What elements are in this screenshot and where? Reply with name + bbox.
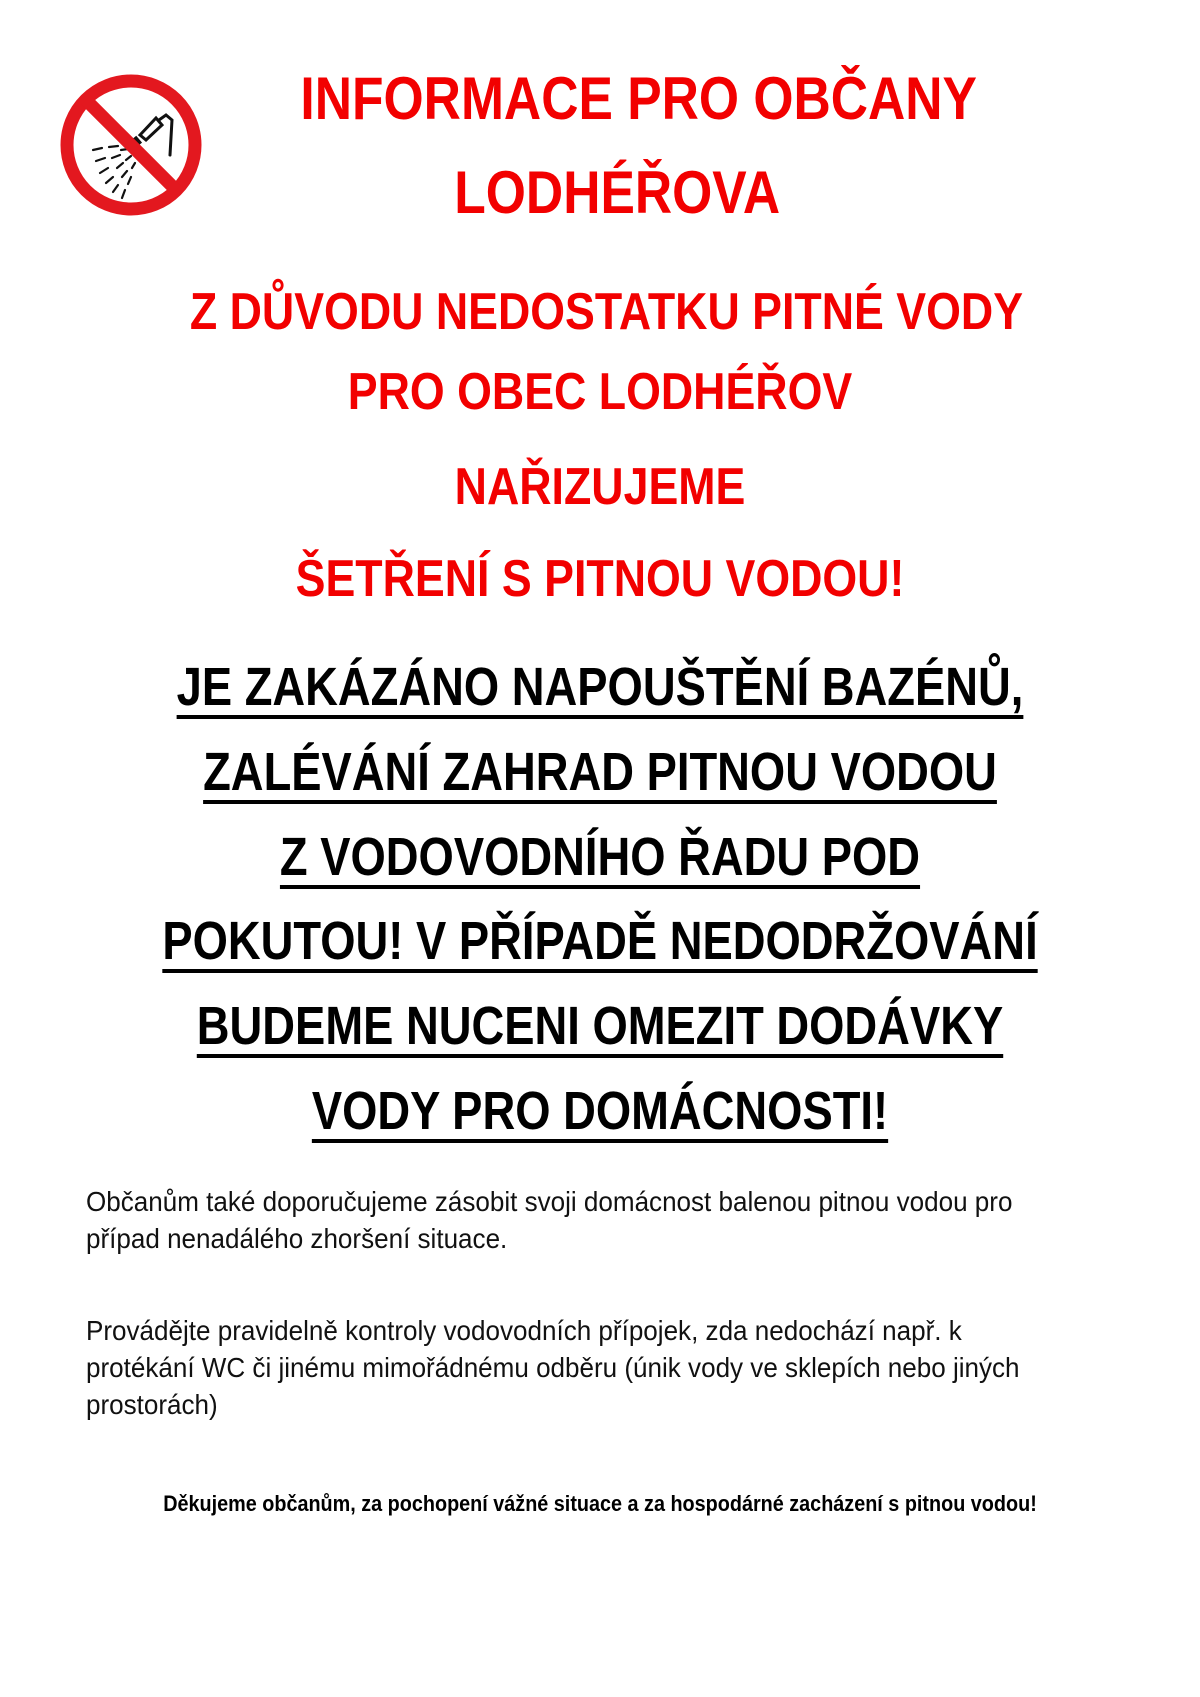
inspection-paragraph: Provádějte pravidelně kontroly vodovodních přípojek, zda nedochází např. k protékání WC či jinému mimořádnému odběru (únik vody ve sklepích nebo jiných prostorách) [86,1315,1020,1420]
title-line-1: INFORMACE PRO OBČANY [300,65,977,132]
prohibition-text-3: Z VODOVODNÍHO ŘADU POD [279,827,921,887]
prohibition-line-4 [96,910,1104,972]
prohibition-line-5 [96,995,1104,1057]
thank-you-note: Děkujeme občanům, za pochopení vážné situace a za hospodárné zacházení s pitnou vodou! [163,1491,1037,1516]
announcement-line-4: ŠETŘENÍ S PITNOU VODOU! [295,550,905,608]
title-line-2: LODHÉŘOVA [454,159,781,226]
prohibition-line-6 [96,1080,1104,1142]
prohibition-text-2: ZALÉVÁNÍ ZAHRAD PITNOU VODOU [203,742,997,802]
prohibition-line-1 [96,656,1104,718]
prohibition-text-6: VODY PRO DOMÁCNOSTI! [311,1081,889,1141]
prohibition-text-4: POKUTOU! V PŘÍPADĚ NEDODRŽOVÁNÍ [162,911,1038,971]
prohibition-text-1: JE ZAKÁZÁNO NAPOUŠTĚNÍ BAZÉNŮ, [176,657,1024,717]
announcement-line-1: Z DŮVODU NEDOSTATKU PITNÉ VODY [189,283,1024,341]
prohibition-text-5: BUDEME NUCENI OMEZIT DODÁVKY [196,996,1004,1056]
announcement-line-2: PRO OBEC LODHÉŘOV [347,363,853,421]
recommendation-paragraph: Občanům také doporučujeme zásobit svoji domácnost balenou pitnou vodou pro případ nenadálého zhoršení situace. [86,1186,1013,1254]
prohibition-line-3 [96,826,1104,888]
announcement-line-3: NAŘIZUJEME [454,458,746,516]
prohibition-line-2 [96,741,1104,803]
